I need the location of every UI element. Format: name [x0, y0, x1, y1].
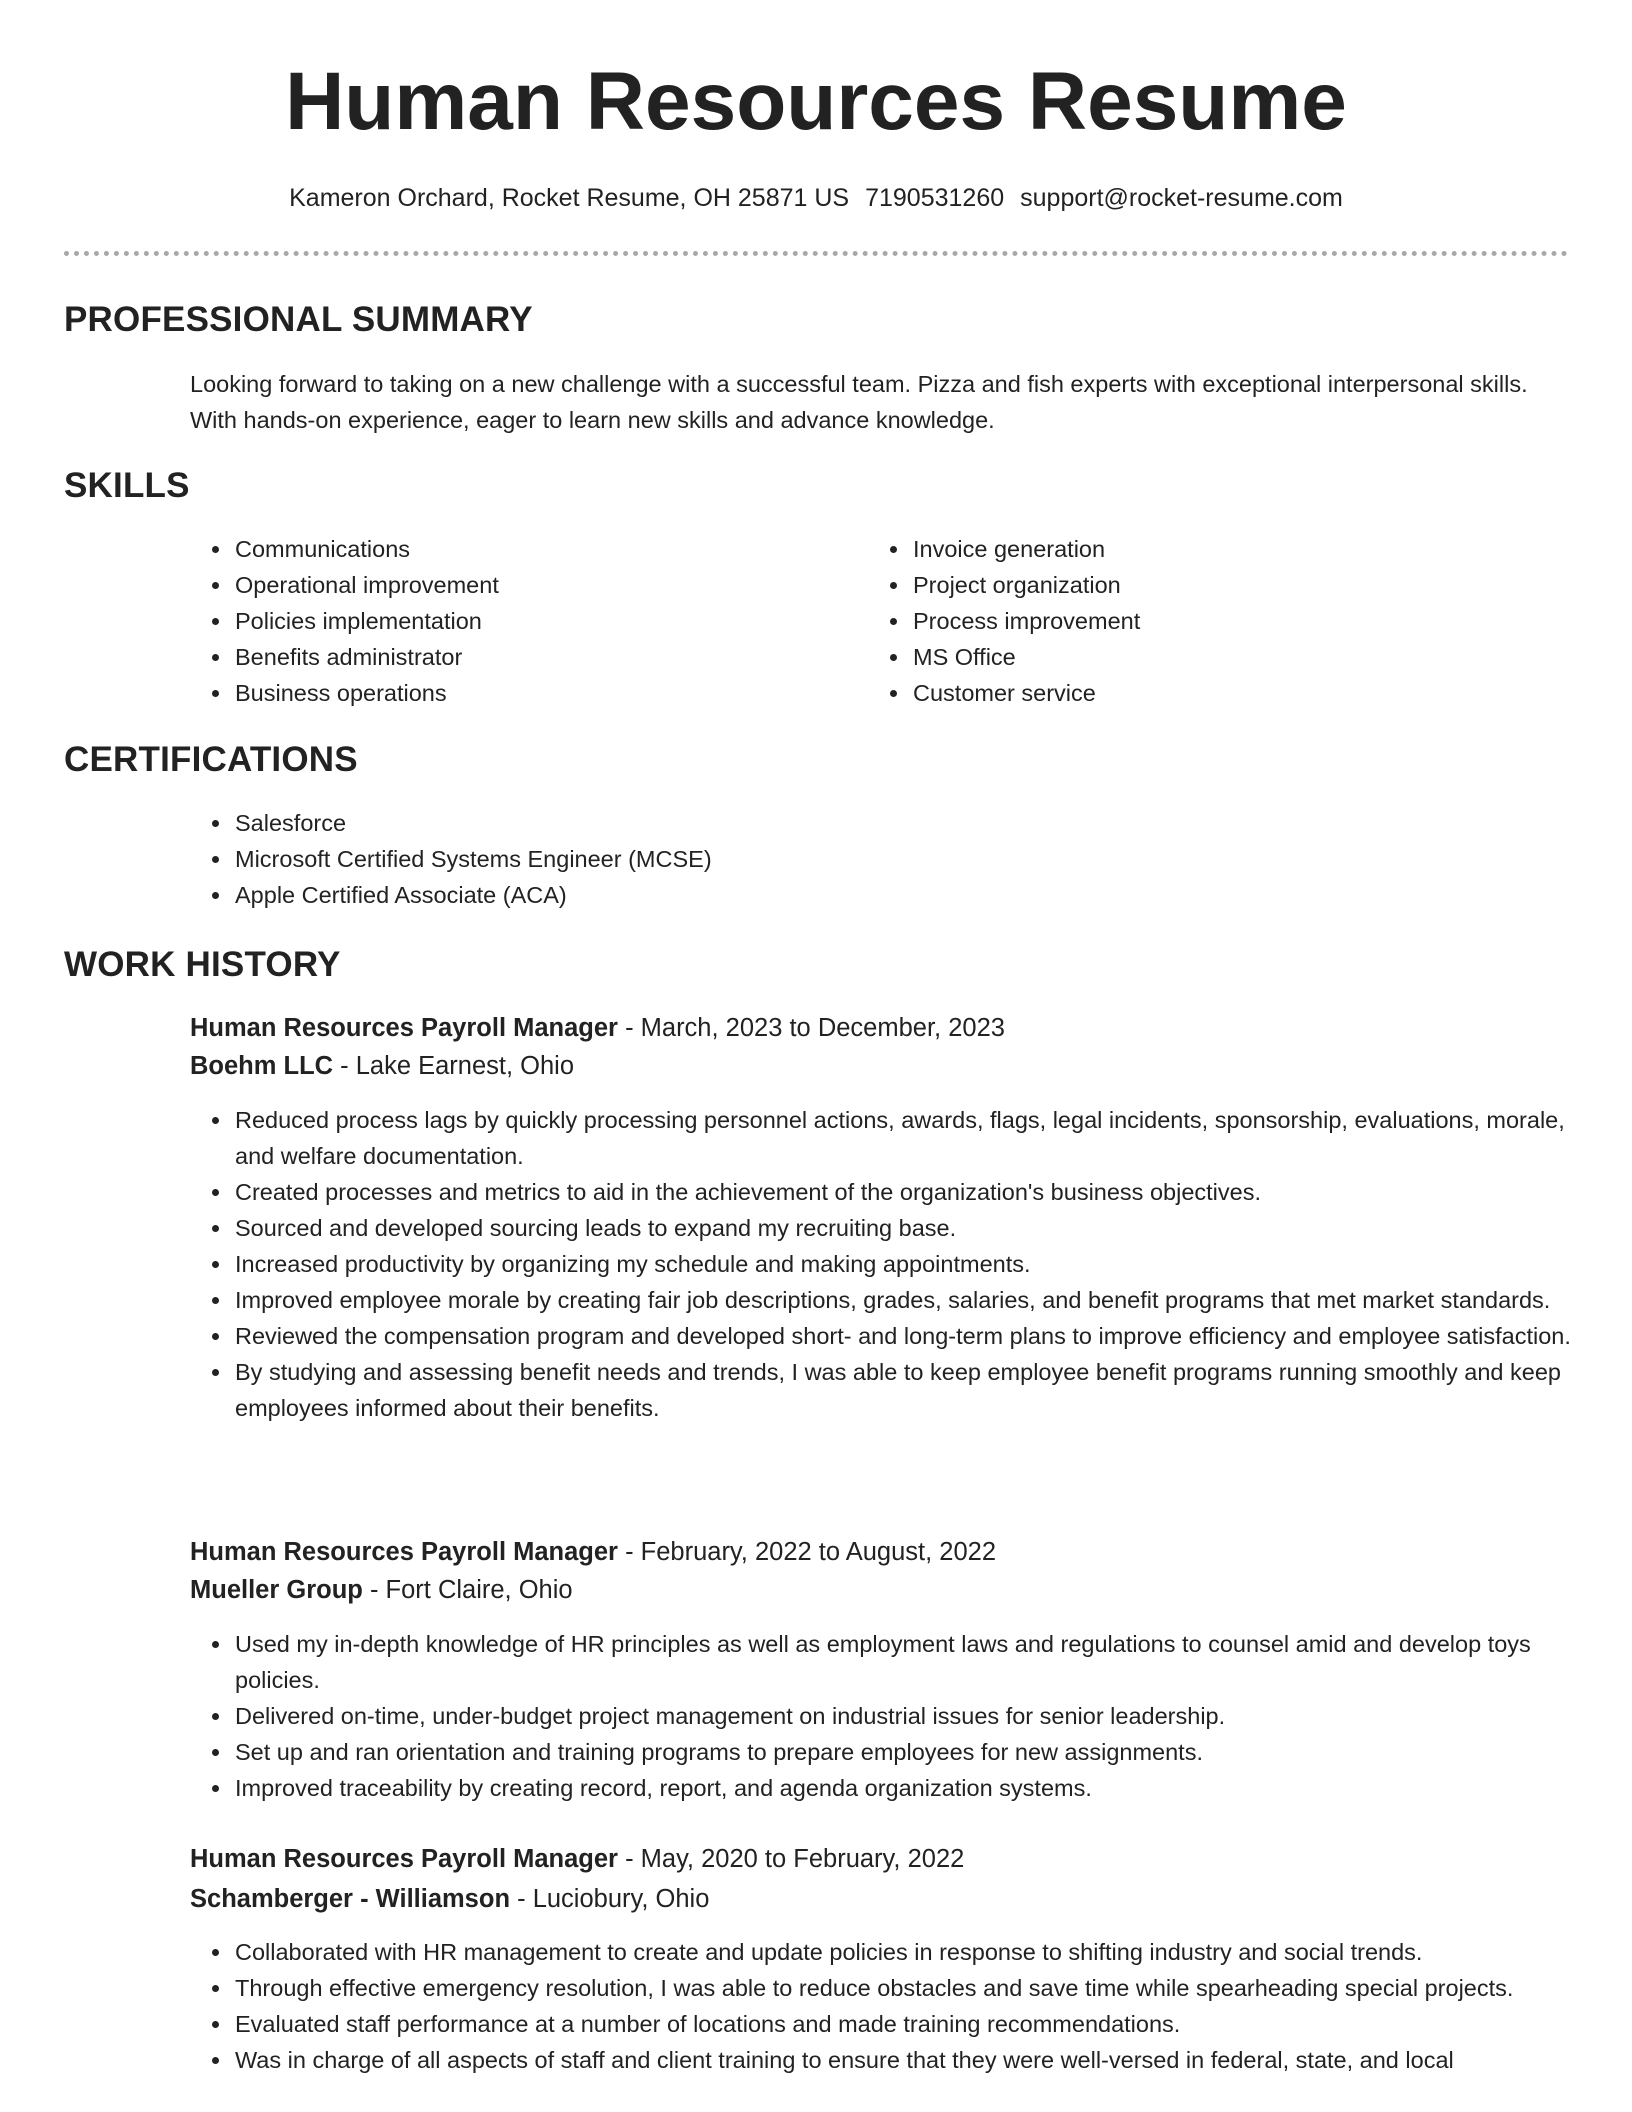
- job-bullets: [190, 1626, 1593, 1806]
- header-divider: [64, 251, 1568, 256]
- job-title: Human Resources Payroll Manager: [190, 1538, 618, 1566]
- job-location: - Fort Claire, Ohio: [362, 1576, 573, 1604]
- job-bullets: [190, 1102, 1593, 1426]
- list-item: • Operational improvement: [233, 567, 833, 603]
- list-item: • Collaborated with HR management to create and update policies in response to shifting industry and social trends.: [233, 1934, 1593, 1970]
- list-item: • Evaluated staff performance at a number of locations and made training recommendations.: [233, 2006, 1593, 2042]
- list-item: • Reviewed the compensation program and developed short- and long-term plans to improve efficiency and employee satisfaction.: [233, 1318, 1593, 1354]
- certifications-heading: CERTIFICATIONS: [64, 740, 358, 779]
- skills-list-left: [190, 531, 833, 711]
- list-item: • Reduced process lags by quickly processing personnel actions, awards, flags, legal incidents, sponsorship, evaluations, morale, and welfare documentation.: [233, 1102, 1593, 1174]
- list-item: • Set up and ran orientation and training programs to prepare employees for new assignments.: [233, 1734, 1593, 1770]
- list-item: • Benefits administrator: [233, 639, 833, 675]
- list-item: • Created processes and metrics to aid in the achievement of the organization's business objectives.: [233, 1174, 1593, 1210]
- list-item: • By studying and assessing benefit needs and trends, I was able to keep employee benefit programs running smoothly and keep employees informed about their benefits.: [233, 1354, 1593, 1426]
- job-company: Mueller Group: [190, 1576, 363, 1604]
- skills-list-right: [868, 531, 1511, 711]
- list-item: • Process improvement: [911, 603, 1511, 639]
- certifications-list: [190, 805, 1233, 913]
- job-dates: - May, 2020 to February, 2022: [617, 1845, 965, 1873]
- list-item: • Salesforce: [233, 805, 1233, 841]
- resume-title: Human Resources Resume: [285, 56, 1347, 147]
- job-bullets: [190, 1934, 1593, 2078]
- list-item: • Was in charge of all aspects of staff and client training to ensure that they were well-versed in federal, state, and local: [233, 2042, 1593, 2078]
- list-item: • Microsoft Certified Systems Engineer (MCSE): [233, 841, 1233, 877]
- list-item: • Improved employee morale by creating fair job descriptions, grades, salaries, and benefit programs that met market standards.: [233, 1282, 1593, 1318]
- job-title: Human Resources Payroll Manager: [190, 1014, 618, 1042]
- list-item: • Sourced and developed sourcing leads to expand my recruiting base.: [233, 1210, 1593, 1246]
- job-title-line: [190, 1009, 1005, 1047]
- list-item: • Customer service: [911, 675, 1511, 711]
- job-company: Boehm LLC: [190, 1052, 334, 1080]
- job-company: Schamberger - Williamson: [190, 1885, 511, 1913]
- contact-address: Kameron Orchard, Rocket Resume, OH 25871 US: [289, 184, 850, 212]
- list-item: • MS Office: [911, 639, 1511, 675]
- list-item: • Communications: [233, 531, 833, 567]
- list-item: • Through effective emergency resolution, I was able to reduce obstacles and save time while spearheading special projects.: [233, 1970, 1593, 2006]
- job-title: Human Resources Payroll Manager: [190, 1845, 618, 1873]
- summary-heading: PROFESSIONAL SUMMARY: [64, 300, 533, 339]
- list-item: • Policies implementation: [233, 603, 833, 639]
- job-company-line: [190, 1571, 573, 1609]
- job-title-line: [190, 1840, 964, 1878]
- job-dates: - February, 2022 to August, 2022: [617, 1538, 997, 1566]
- list-item: • Project organization: [911, 567, 1511, 603]
- list-item: • Delivered on-time, under-budget project management on industrial issues for senior leadership.: [233, 1698, 1593, 1734]
- job-dates: - March, 2023 to December, 2023: [617, 1014, 1005, 1042]
- list-item: • Improved traceability by creating record, report, and agenda organization systems.: [233, 1770, 1593, 1806]
- job-company-line: [190, 1880, 709, 1918]
- work-history-heading: WORK HISTORY: [64, 945, 341, 984]
- job-location: - Lake Earnest, Ohio: [333, 1052, 575, 1080]
- job-title-line: [190, 1533, 996, 1571]
- summary-text: Looking forward to taking on a new challenge with a successful team. Pizza and fish experts with exceptional interpersonal skills. With hands-on experience, eager to learn new skills and advance knowledge.: [190, 371, 1528, 433]
- skills-heading: SKILLS: [64, 466, 190, 505]
- list-item: • Invoice generation: [911, 531, 1511, 567]
- contact-line: [0, 180, 1632, 216]
- job-company-line: [190, 1047, 574, 1085]
- list-item: • Business operations: [233, 675, 833, 711]
- contact-email: support@rocket-resume.com: [1020, 184, 1343, 212]
- job-location: - Luciobury, Ohio: [510, 1885, 710, 1913]
- list-item: • Increased productivity by organizing my schedule and making appointments.: [233, 1246, 1593, 1282]
- list-item: • Apple Certified Associate (ACA): [233, 877, 1233, 913]
- list-item: • Used my in-depth knowledge of HR principles as well as employment laws and regulations to counsel amid and develop toys policies.: [233, 1626, 1593, 1698]
- contact-phone: 7190531260: [865, 184, 1005, 212]
